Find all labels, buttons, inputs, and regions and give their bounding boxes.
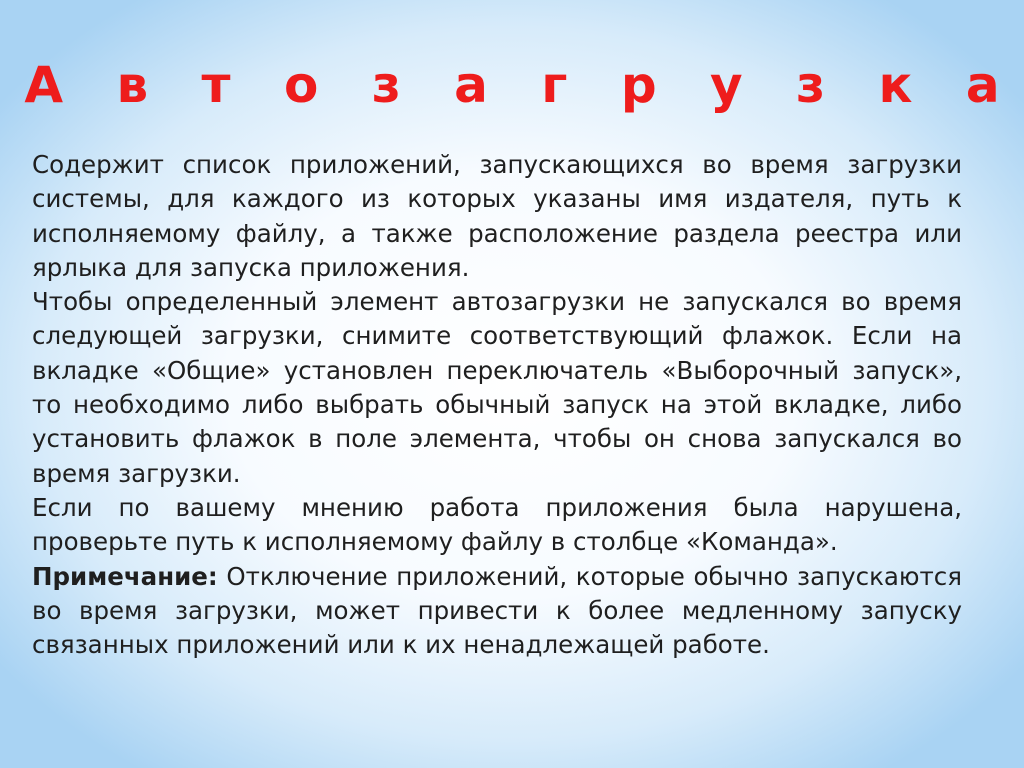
paragraph-disable-instructions: Чтобы определенный элемент автозагрузки не запускался во время следующей загрузки, снимите соответствующий флажок. Если на вкладке «Общие» установлен переключатель «Выборочный запуск», то необходимо либо выбрать обычный запуск на этой вкладке, либо установить флажок в поле элемента, чтобы он снова запускался во время загрузки. — [32, 287, 962, 488]
note-text: Отключение приложений, которые обычно запускаются во время загрузки, может привести к более медленному запуску связанных приложений или к их ненадлежащей работе. — [32, 561, 962, 660]
paragraph-note — [32, 560, 962, 663]
note-label: Примечание: — [32, 561, 218, 591]
slide-title: А в т о з а г р у з к а — [24, 56, 1018, 114]
slide-body — [32, 148, 962, 662]
paragraph-description: Содержит список приложений, запускающихся во время загрузки системы, для каждого из которых указаны имя издателя, путь к исполняемому файлу, а также расположение раздела реестра или ярлыка для запуска приложения. — [32, 150, 962, 282]
paragraph-check-path: Если по вашему мнению работа приложения была нарушена, проверьте путь к исполняемому файлу в столбце «Команда». — [32, 492, 962, 557]
